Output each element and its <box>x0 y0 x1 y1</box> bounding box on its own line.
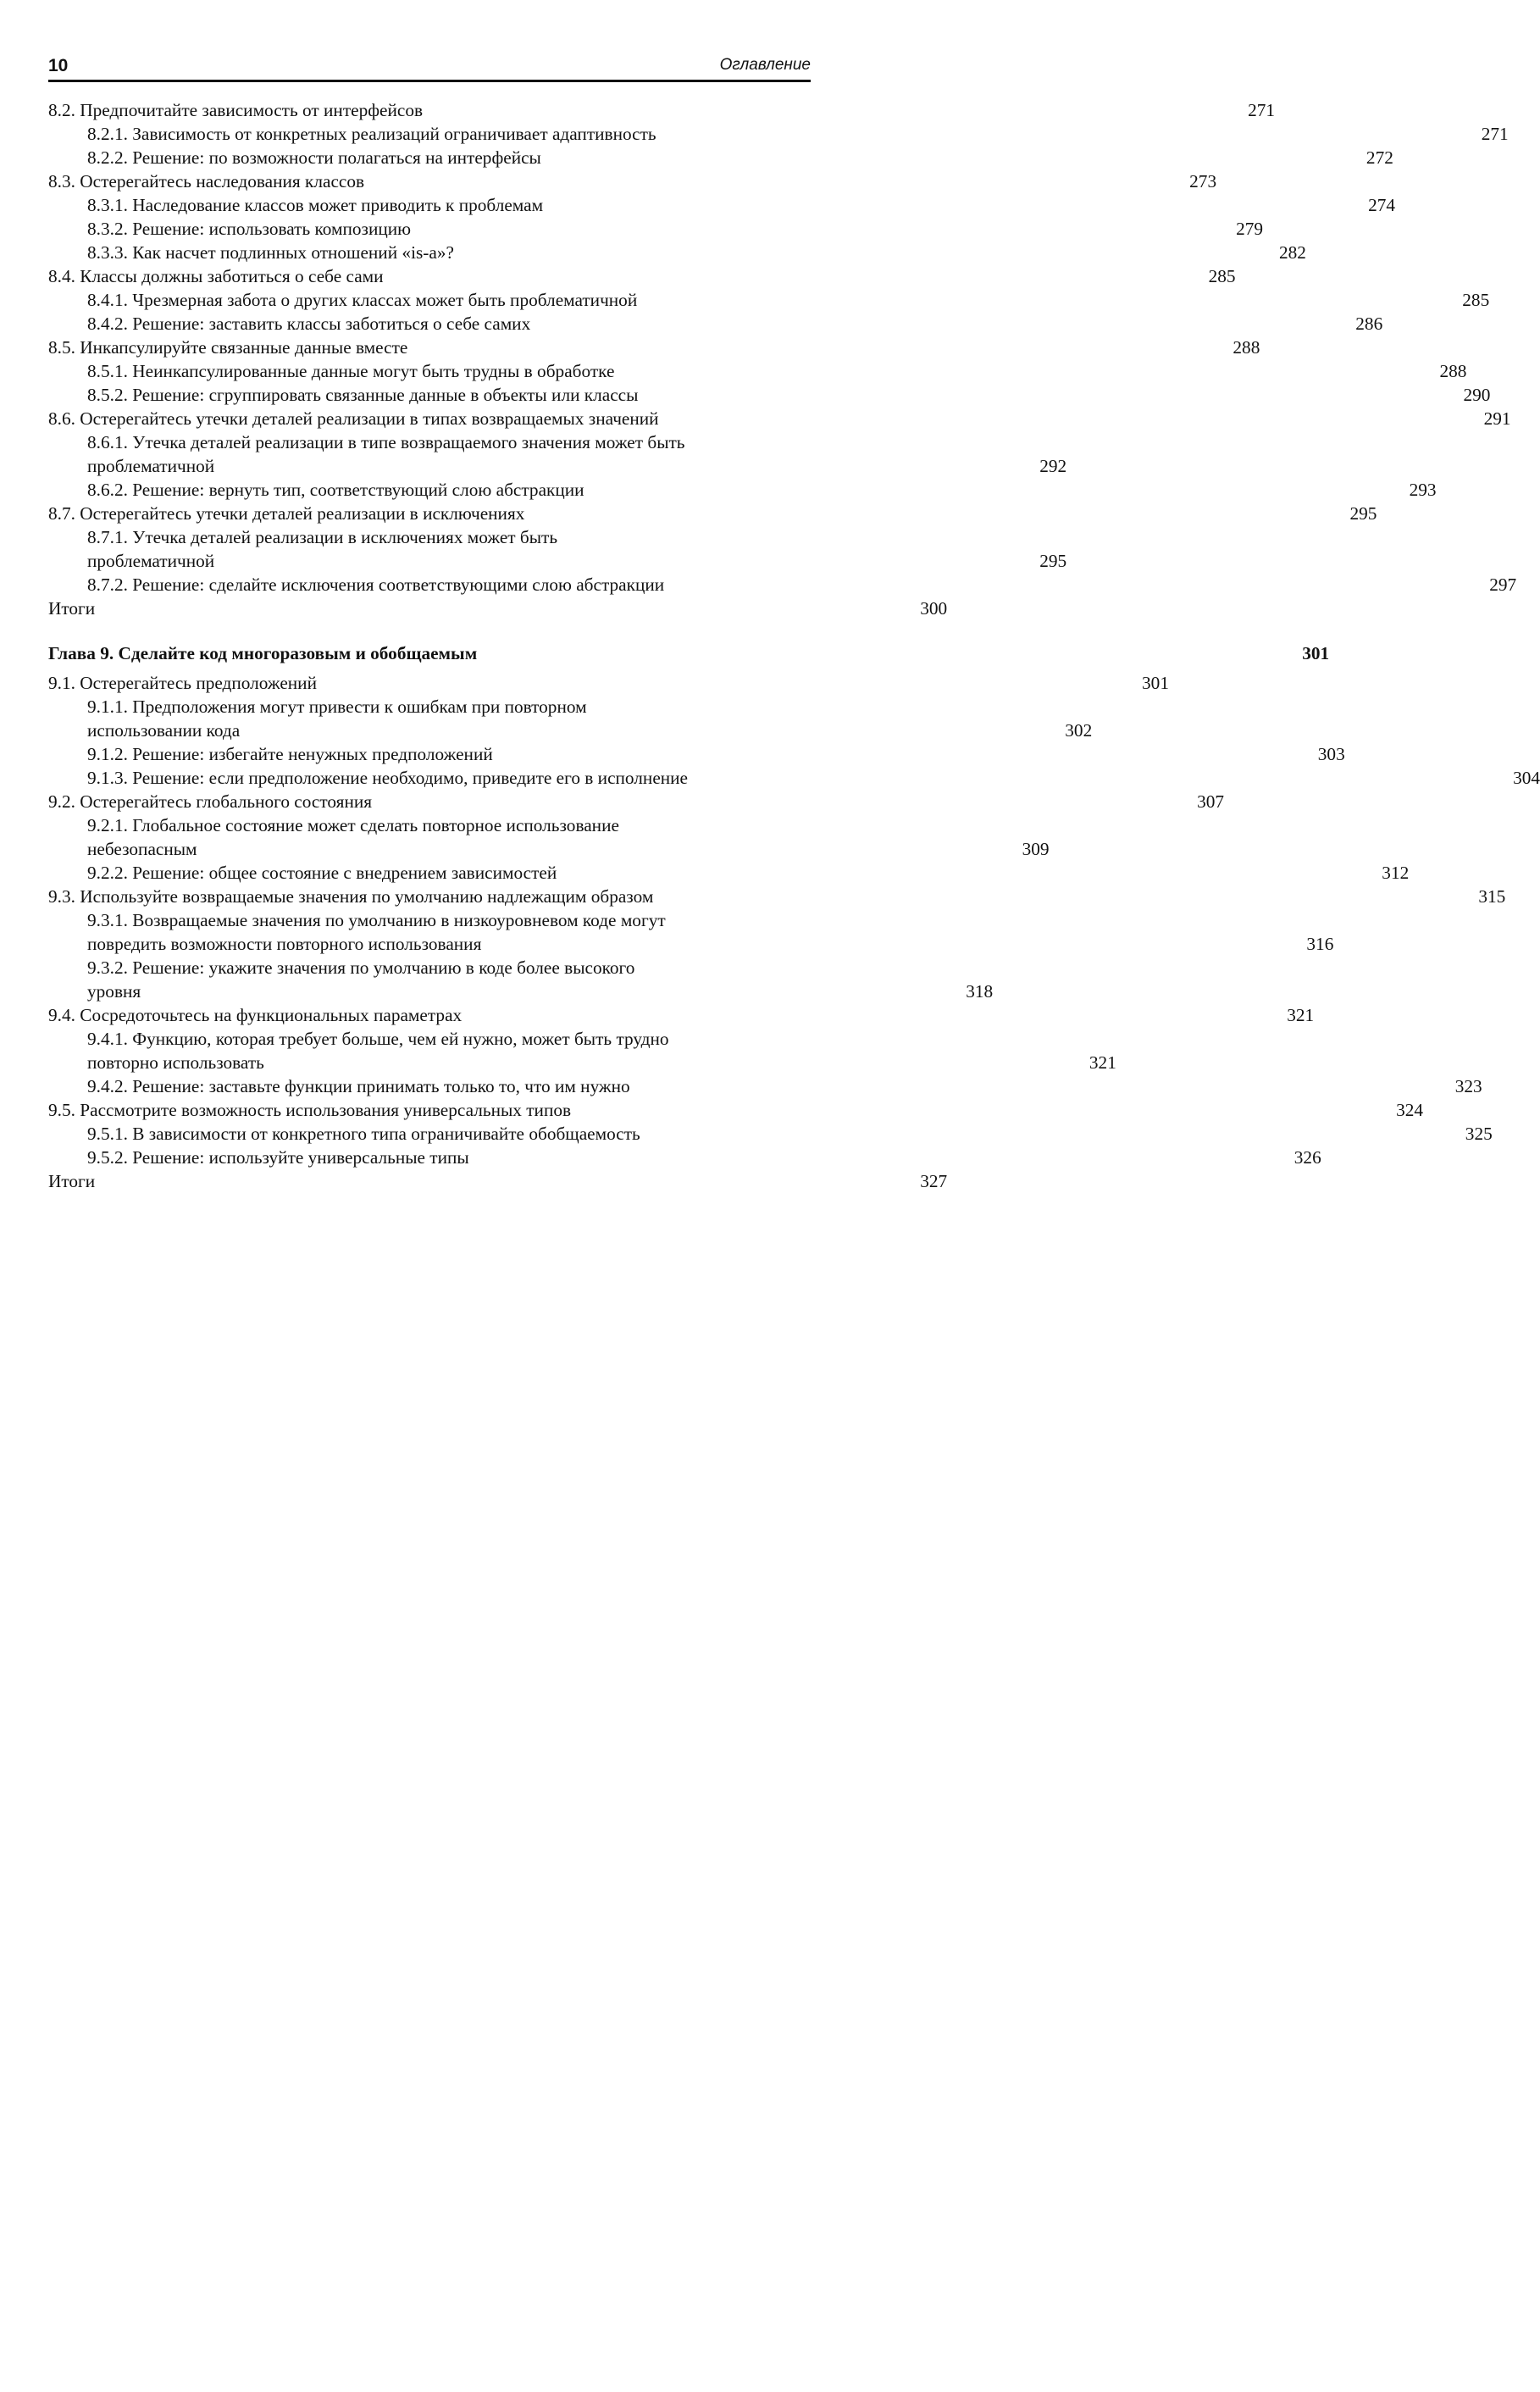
toc-entry-8-7 <box>48 502 1377 525</box>
toc-entry-9-4-2 <box>87 1074 1482 1098</box>
toc-entry-9-2 <box>48 790 1225 813</box>
toc-entry-8-5 <box>48 336 1260 359</box>
toc-entry-title: 8.7. Остерегайтесь утечки деталей реализации в исключениях <box>48 503 525 524</box>
toc-entry-title: 8.3.1. Наследование классов может приводить к проблемам <box>87 195 544 215</box>
toc-entry-9-5 <box>48 1098 1424 1122</box>
toc-entry-page: 300 <box>920 598 948 619</box>
toc-entry-page: 326 <box>1293 1147 1321 1168</box>
toc-entry-page: 288 <box>1233 337 1260 358</box>
toc-entry-page: 307 <box>1197 791 1225 812</box>
toc-entry-9-4-1 <box>87 1051 1116 1074</box>
toc-entry-8-2 <box>48 98 1276 122</box>
toc-entry-page: 303 <box>1317 744 1345 764</box>
toc-entry-9-4-1-title: 9.4.1. Функцию, которая требует больше, чем ей нужно, может быть трудно <box>87 1029 669 1049</box>
toc-entry-8-6-1-title: 8.6.1. Утечка деталей реализации в типе возвращаемого значения может быть <box>87 432 685 452</box>
toc-entry-title: 8.5. Инкапсулируйте связанные данные вместе <box>48 337 408 358</box>
page-header <box>48 53 811 82</box>
toc-entry-page: 293 <box>1409 480 1437 500</box>
toc-entry-8-7-1 <box>87 549 1067 573</box>
toc-entry-page: 285 <box>1462 290 1490 310</box>
toc-entry-page: 321 <box>1287 1005 1315 1025</box>
toc-entry-8-2-1 <box>87 122 1509 146</box>
toc-entry-page: 323 <box>1454 1076 1482 1096</box>
toc-entry-title: Итоги <box>48 1171 96 1191</box>
toc-entry-page: 285 <box>1208 266 1236 286</box>
toc-entry-title: 8.7.2. Решение: сделайте исключения соответствующими слою абстракции <box>87 574 665 595</box>
toc-entry-title: 8.4. Классы должны заботиться о себе сами <box>48 266 384 286</box>
toc-entry-9-4 <box>48 1003 1315 1027</box>
toc-entry-summary-8 <box>48 597 948 620</box>
toc-entry-title: 8.2.1. Зависимость от конкретных реализаций ограничивает адаптивность <box>87 124 656 144</box>
toc-entry-8-6-2 <box>87 478 1437 502</box>
toc-entry-page: 312 <box>1382 863 1410 883</box>
toc-entry-title: 9.3. Используйте возвращаемые значения по умолчанию надлежащим образом <box>48 886 654 907</box>
toc-entry-9-3-1-title: 9.3.1. Возвращаемые значения по умолчанию в низкоуровневом коде могут <box>87 910 666 930</box>
running-title: Оглавление <box>719 56 811 74</box>
toc-entry-title: Итоги <box>48 598 96 619</box>
toc-entry-title-cont: использовании кода <box>87 720 241 741</box>
toc-entry-page: 274 <box>1368 195 1396 215</box>
toc-entry-9-1-2 <box>87 742 1345 766</box>
toc-entry-title: 9.4.2. Решение: заставьте функции принимать только то, что им нужно <box>87 1076 630 1096</box>
toc-entry-page: 282 <box>1278 242 1306 263</box>
toc-entry-title: 9.2. Остерегайтесь глобального состояния <box>48 791 373 812</box>
page-number: 10 <box>48 56 69 75</box>
toc-entry-title: 9.1. Остерегайтесь предположений <box>48 673 317 693</box>
toc-entry-title: 9.5. Рассмотрите возможность использования универсальных типов <box>48 1100 572 1120</box>
toc-entry-9-2-1 <box>87 837 1050 861</box>
toc-entry-title-cont: уровня <box>87 981 141 1002</box>
toc-entry-page: 318 <box>966 981 994 1002</box>
toc-entry-page: 295 <box>1039 551 1067 571</box>
toc-entry-title: 9.5.2. Решение: используйте универсальные типы <box>87 1147 469 1168</box>
toc-entry-page: 271 <box>1248 100 1276 120</box>
toc-entry-page: 321 <box>1089 1052 1116 1073</box>
chapter-title: Глава 9. Сделайте код многоразовым и обобщаемым <box>48 643 478 663</box>
toc-entry-9-5-1 <box>87 1122 1493 1146</box>
toc-entry-8-7-2 <box>87 573 1517 597</box>
toc-entry-page: 288 <box>1439 361 1467 381</box>
toc-entry-page: 325 <box>1465 1124 1493 1144</box>
toc-entry-page: 327 <box>920 1171 948 1191</box>
chapter-page: 301 <box>1302 643 1330 663</box>
toc-entry-9-1-1-title: 9.1.1. Предположения могут привести к ошибкам при повторном <box>87 697 587 717</box>
toc-entry-page: 297 <box>1489 574 1517 595</box>
toc-entry-title-cont: повторно использовать <box>87 1052 264 1073</box>
toc-entry-9-1-3 <box>87 766 1540 790</box>
toc-chapter-9 <box>48 641 1330 665</box>
toc-entry-9-5-2 <box>87 1146 1321 1169</box>
toc-entry-9-3-2 <box>87 980 994 1003</box>
toc-entry-8-6-1 <box>87 454 1067 478</box>
toc-entry-9-3-1 <box>87 932 1334 956</box>
toc-entry-title: 8.4.1. Чрезмерная забота о других классах может быть проблематичной <box>87 290 638 310</box>
toc-entry-9-2-2 <box>87 861 1410 885</box>
toc-entry-8-5-2 <box>87 383 1491 407</box>
toc-entry-title: 8.2.2. Решение: по возможности полагаться на интерфейсы <box>87 147 541 168</box>
toc-entry-page: 279 <box>1236 219 1264 239</box>
toc-entry-title: 8.3. Остерегайтесь наследования классов <box>48 171 365 191</box>
toc-entry-page: 291 <box>1483 408 1511 429</box>
toc-entry-title: 8.6.2. Решение: вернуть тип, соответствующий слою абстракции <box>87 480 584 500</box>
toc-entry-8-3-3 <box>87 241 1306 264</box>
toc-entry-title: 9.1.2. Решение: избегайте ненужных предположений <box>87 744 493 764</box>
toc-entry-title: 9.2.2. Решение: общее состояние с внедрением зависимостей <box>87 863 557 883</box>
toc-entry-page: 292 <box>1039 456 1067 476</box>
toc-entry-page: 295 <box>1349 503 1377 524</box>
toc-entry-8-4 <box>48 264 1236 288</box>
toc-entry-title: 8.4.2. Решение: заставить классы заботиться о себе самих <box>87 314 531 334</box>
toc-entry-page: 316 <box>1306 934 1334 954</box>
toc-entry-summary-9 <box>48 1169 948 1193</box>
toc-entry-page: 301 <box>1142 673 1169 693</box>
toc-entry-page: 324 <box>1396 1100 1424 1120</box>
toc-entry-page: 304 <box>1513 768 1540 788</box>
toc-entry-title-cont: проблематичной <box>87 456 215 476</box>
toc-entry-title-cont: повредить возможности повторного использования <box>87 934 482 954</box>
toc-entry-9-1-1 <box>87 719 1093 742</box>
toc-entry-8-2-2 <box>87 146 1393 169</box>
toc-entry-page: 290 <box>1463 385 1491 405</box>
toc-entry-page: 286 <box>1355 314 1383 334</box>
toc-entry-8-4-2 <box>87 312 1383 336</box>
toc-entry-title: 9.4. Сосредоточьтесь на функциональных параметрах <box>48 1005 463 1025</box>
toc-entry-8-5-1 <box>87 359 1467 383</box>
toc-entry-title: 8.5.2. Решение: сгруппировать связанные данные в объекты или классы <box>87 385 639 405</box>
toc-entry-title-cont: проблематичной <box>87 551 215 571</box>
toc-entry-9-2-1-title: 9.2.1. Глобальное состояние может сделать повторное использование <box>87 815 619 835</box>
toc-entry-title: 8.2. Предпочитайте зависимость от интерфейсов <box>48 100 424 120</box>
toc-entry-title: 9.1.3. Решение: если предположение необходимо, приведите его в исполнение <box>87 768 689 788</box>
toc-entry-title-cont: небезопасным <box>87 839 197 859</box>
toc-entry-8-7-1-title: 8.7.1. Утечка деталей реализации в исключениях может быть <box>87 527 558 547</box>
toc-entry-page: 309 <box>1022 839 1050 859</box>
toc-entry-page: 302 <box>1065 720 1093 741</box>
toc-entry-page: 315 <box>1478 886 1506 907</box>
toc-entry-title: 8.5.1. Неинкапсулированные данные могут быть трудны в обработке <box>87 361 615 381</box>
toc-entry-8-4-1 <box>87 288 1490 312</box>
toc-entry-9-3-2-title: 9.3.2. Решение: укажите значения по умолчанию в коде более высокого <box>87 957 635 978</box>
toc-entry-title: 8.3.3. Как насчет подлинных отношений «is-a»? <box>87 242 454 263</box>
toc-entry-title: 8.6. Остерегайтесь утечки деталей реализации в типах возвращаемых значений <box>48 408 659 429</box>
toc-entry-title: 8.3.2. Решение: использовать композицию <box>87 219 412 239</box>
toc-entry-8-3-2 <box>87 217 1264 241</box>
toc-entry-page: 271 <box>1481 124 1509 144</box>
toc-entry-title: 9.5.1. В зависимости от конкретного типа ограничивайте обобщаемость <box>87 1124 640 1144</box>
toc-entry-8-6 <box>48 407 1511 430</box>
toc-entry-8-3 <box>48 169 1217 193</box>
toc-entry-page: 272 <box>1366 147 1393 168</box>
toc-entry-page: 273 <box>1189 171 1217 191</box>
toc-entry-8-3-1 <box>87 193 1396 217</box>
toc-entry-9-1 <box>48 671 1169 695</box>
toc-entry-9-3 <box>48 885 1506 908</box>
